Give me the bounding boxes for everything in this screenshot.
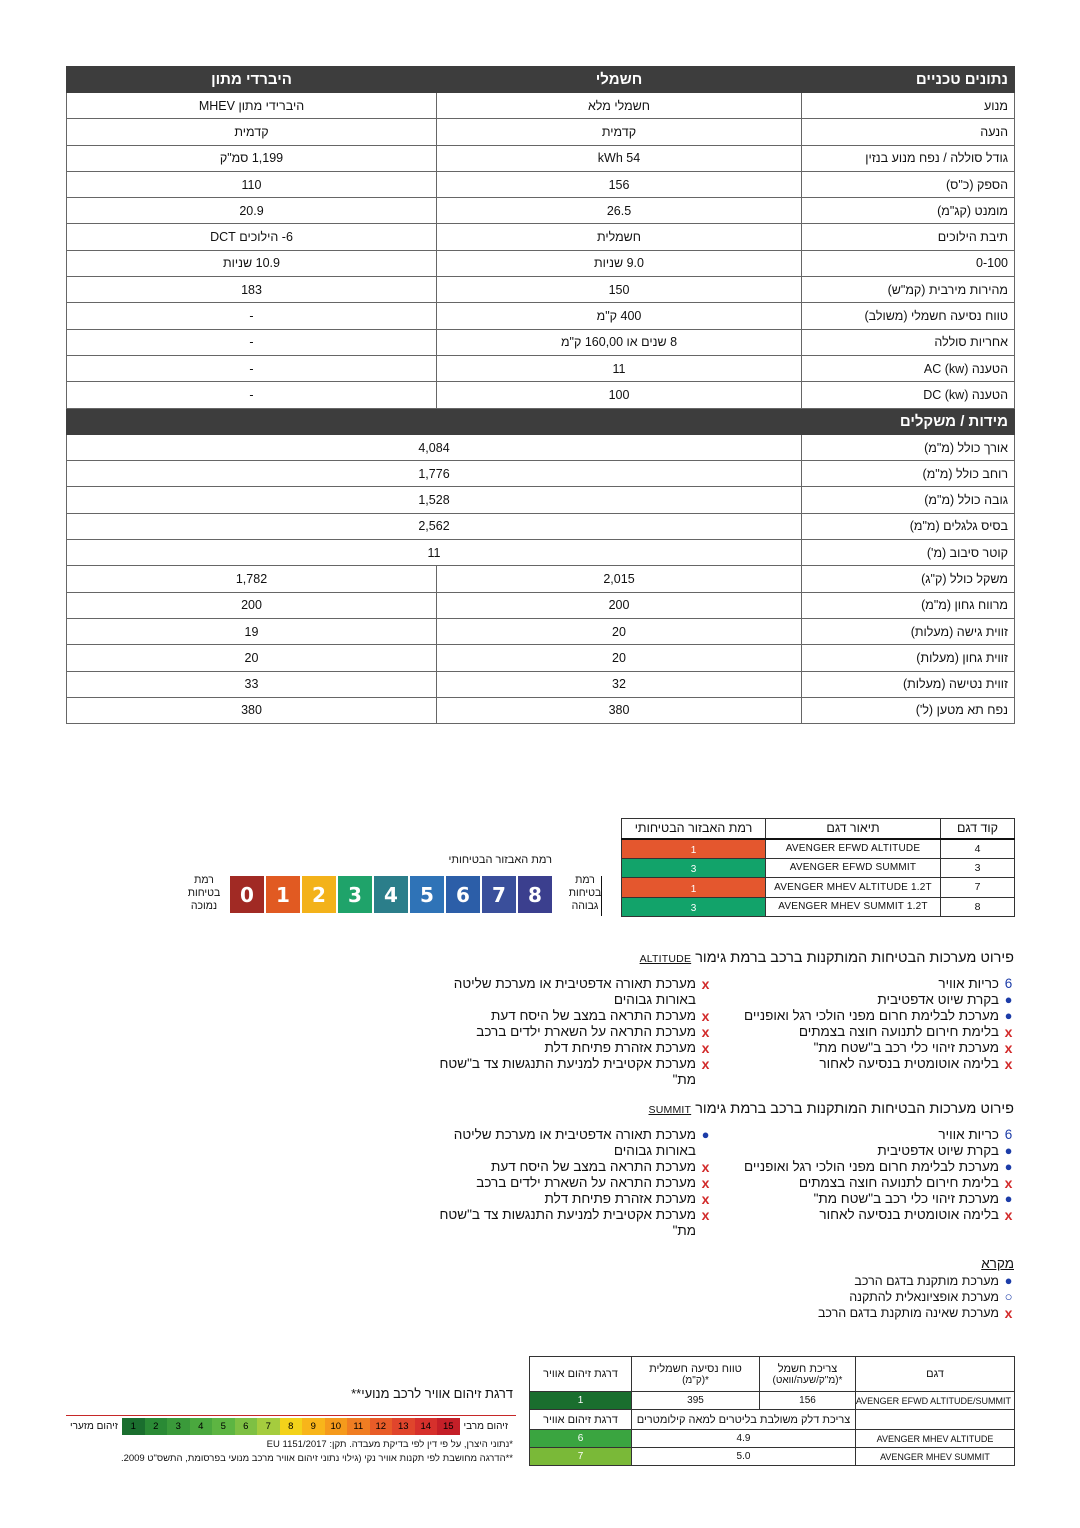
cons-fuel-header-row xyxy=(530,1410,1015,1430)
cons-ev-range: 395 xyxy=(632,1392,760,1410)
cons-header-range-label: טווח נסיעה חשמלית xyxy=(649,1362,742,1375)
spec-header-hybrid: היברדי מתון xyxy=(67,67,437,93)
cons-header-elec-unit: *(מ"ק/שעה/וואט) xyxy=(772,1374,843,1386)
dims-value: 2,562 xyxy=(67,513,802,539)
feature-text: בקרת שיוט אדפטיבית xyxy=(877,992,999,1007)
safety-level-8: 8 xyxy=(518,876,552,913)
model-desc: AVENGER EFWD SUMMIT xyxy=(766,858,941,878)
model-desc-header: תיאור דגם xyxy=(766,819,941,839)
cons-fuel-grade: 7 xyxy=(530,1448,632,1466)
safety-level-4: 4 xyxy=(374,876,408,913)
spec-label: מהירות מירבית (קמ"ש) xyxy=(802,277,1015,303)
spec-row xyxy=(67,250,1015,276)
spec-hybrid-value: 10.9 שניות xyxy=(67,250,437,276)
not-installed-icon: x xyxy=(1004,1024,1013,1040)
feature-item xyxy=(717,1143,1014,1159)
spec-label: מנוע xyxy=(802,93,1015,119)
spec-electric-value: 54 kWh xyxy=(437,145,802,171)
not-installed-icon: x xyxy=(1004,1040,1013,1056)
cons-fuel-row xyxy=(530,1430,1015,1448)
altitude-safety-title xyxy=(420,950,1014,966)
model-code: 4 xyxy=(941,839,1015,859)
model-desc: AVENGER MHEV SUMMIT 1.2T xyxy=(766,897,941,917)
not-installed-icon: x xyxy=(701,1024,710,1040)
model-code: 8 xyxy=(941,897,1015,917)
spec-label: טווח נסיעה חשמלי (משולב) xyxy=(802,303,1015,329)
feature-text: בלימת חירום לתנועה חוצה בצמתים xyxy=(798,1024,999,1039)
spec-label: הספק (כ"ס) xyxy=(802,171,1015,197)
model-desc: AVENGER EFWD ALTITUDE xyxy=(766,839,941,859)
dims-electric-value: 380 xyxy=(437,697,802,723)
legend-title: מקרא xyxy=(981,1256,1014,1271)
feature-item xyxy=(420,1040,711,1056)
spec-label: הטענה AC (kw) xyxy=(802,355,1015,381)
safety-scale-low-label: רמת בטיחות נמוכה xyxy=(187,874,221,912)
dims-label: זווית נטישה (מעלות) xyxy=(802,671,1015,697)
spec-hybrid-value: 6- הילוכים DCT xyxy=(67,224,437,250)
not-installed-icon: x xyxy=(701,1056,710,1072)
cons-ev-cons: 156 xyxy=(760,1392,856,1410)
feature-text: מערכת אופציונאלית להתקנה xyxy=(849,1290,999,1304)
model-safety-level: 3 xyxy=(622,897,766,917)
spec-header-row xyxy=(67,67,1015,93)
cons-fuel-value: 5.0 xyxy=(632,1448,856,1466)
emission-level-12: 12 xyxy=(370,1418,393,1435)
not-installed-icon: x xyxy=(701,1040,710,1056)
cons-header-range-unit: *(ק"מ) xyxy=(682,1374,709,1386)
feature-text: מערכת אקטיבית למניעת התנגשות צד ב"שטח מת" xyxy=(439,1207,696,1238)
safety-level-0: 0 xyxy=(230,876,264,913)
spec-header-electric: חשמלי xyxy=(437,67,802,93)
emissions-cells xyxy=(122,1418,460,1435)
feature-item xyxy=(818,1305,1014,1321)
safety-level-5: 5 xyxy=(410,876,444,913)
emission-level-14: 14 xyxy=(415,1418,438,1435)
dims-header: מידות / משקלים xyxy=(67,408,1015,434)
feature-item xyxy=(717,1159,1014,1175)
spec-hybrid-value: 183 xyxy=(67,277,437,303)
cons-fuel-model: AVENGER MHEV SUMMIT xyxy=(856,1448,1015,1466)
altitude-title-text: פירוט מערכות הבטיחות המותקנות ברכב ברמת גימור xyxy=(695,950,1014,966)
feature-item xyxy=(717,1207,1014,1223)
spec-row xyxy=(67,198,1015,224)
emissions-note-1: *נתוני היצרן, על פי דין לפי בדיקת מעבדה. תקן: EU 1151/2017 xyxy=(266,1439,513,1450)
emission-level-4: 4 xyxy=(190,1418,213,1435)
spec-header-technical: נתונים טכניים xyxy=(802,67,1015,93)
spec-electric-value: קדמית xyxy=(437,119,802,145)
spec-row xyxy=(67,224,1015,250)
spec-electric-value: חשמלי מלא xyxy=(437,93,802,119)
spec-hybrid-value: 1,199 סמ"ק xyxy=(67,145,437,171)
cons-fuel-model: AVENGER MHEV ALTITUDE xyxy=(856,1430,1015,1448)
emissions-low-label: זיהום מזערי xyxy=(70,1420,118,1432)
feature-item xyxy=(420,1056,711,1088)
model-code-header: קוד דגם xyxy=(941,819,1015,839)
model-row xyxy=(622,858,1015,878)
model-code: 7 xyxy=(941,878,1015,898)
feature-item xyxy=(717,1056,1014,1072)
summit-title-text: פירוט מערכות הבטיחות המותקנות ברכב ברמת גימור xyxy=(695,1101,1014,1117)
emissions-title: דרגת זיהום אוויר לרכב מנועי** xyxy=(351,1386,513,1401)
legend-items xyxy=(818,1273,1014,1321)
feature-text: מערכת תאורה אדפטיבית או מערכת שליטה באורות גבוהים xyxy=(453,1127,696,1158)
cons-header-grade: דרגת זיהום אוויר xyxy=(530,1357,632,1392)
model-level-header: רמת האבזור הבטיחותי xyxy=(622,819,766,839)
spec-label: אחריות סוללה xyxy=(802,329,1015,355)
emission-level-5: 5 xyxy=(212,1418,235,1435)
model-code: 3 xyxy=(941,858,1015,878)
dims-electric-value: 32 xyxy=(437,671,802,697)
feature-item xyxy=(420,1008,711,1024)
legend xyxy=(818,1256,1014,1321)
dims-label: מרווח גחון (מ"מ) xyxy=(802,592,1015,618)
altitude-features-col1 xyxy=(717,976,1014,1088)
dims-electric-value: 200 xyxy=(437,592,802,618)
emissions-divider xyxy=(66,1415,516,1416)
spec-row xyxy=(67,303,1015,329)
emission-level-1: 1 xyxy=(122,1418,145,1435)
emissions-note-2: **הדרגה מחושבת לפי תקנות אוויר נקי (גילוי נתוני זיהום אוויר מרכב מנועי בפרסומת, התשס"ט 2009. xyxy=(120,1453,513,1464)
installed-icon: ● xyxy=(1004,1159,1013,1174)
not-installed-icon: x xyxy=(701,1191,710,1207)
dims-value: 1,528 xyxy=(67,487,802,513)
not-installed-icon: x xyxy=(701,1008,710,1024)
dims-hybrid-value: 19 xyxy=(67,618,437,644)
cons-ev-row xyxy=(530,1392,1015,1410)
not-installed-icon: x xyxy=(1004,1207,1013,1223)
spec-row xyxy=(67,119,1015,145)
emission-level-7: 7 xyxy=(257,1418,280,1435)
emission-level-11: 11 xyxy=(347,1418,370,1435)
spec-table xyxy=(66,66,1015,724)
emission-level-10: 10 xyxy=(325,1418,348,1435)
spec-electric-value: 156 xyxy=(437,171,802,197)
dims-hybrid-value: 1,782 xyxy=(67,566,437,592)
not-installed-icon: x xyxy=(701,1159,710,1175)
cons-header-model: דגם xyxy=(856,1357,1015,1392)
feature-text: כריות אוויר xyxy=(938,1127,999,1142)
consumption-table xyxy=(529,1356,1015,1466)
dims-value: 11 xyxy=(67,540,802,566)
safety-level-1: 1 xyxy=(266,876,300,913)
feature-text: בקרת שיוט אדפטיבית xyxy=(877,1143,999,1158)
dims-label: קוטר סיבוב (מ') xyxy=(802,540,1015,566)
dims-row xyxy=(67,566,1015,592)
not-installed-icon: x xyxy=(701,1207,710,1223)
dims-label: משקל כולל (ק"ג) xyxy=(802,566,1015,592)
spec-row xyxy=(67,171,1015,197)
model-safety-level: 3 xyxy=(622,858,766,878)
altitude-safety-section xyxy=(420,950,1014,1088)
spec-label: הנעה xyxy=(802,119,1015,145)
feature-item xyxy=(818,1273,1014,1289)
cons-fuel-row xyxy=(530,1448,1015,1466)
dims-label: בסיס גלגלים (מ"מ) xyxy=(802,513,1015,539)
spec-hybrid-value: קדמית xyxy=(67,119,437,145)
installed-icon: ○ xyxy=(1004,1289,1013,1304)
feature-item xyxy=(420,1191,711,1207)
altitude-trim-label: ALTITUDE xyxy=(639,953,692,965)
feature-item xyxy=(818,1289,1014,1305)
feature-text: מערכת לבלימת חרום מפני הולכי רגל ואופניים xyxy=(744,1159,999,1174)
dims-label: אורך כולל (מ"מ) xyxy=(802,434,1015,460)
model-safety-level: 1 xyxy=(622,878,766,898)
summit-safety-title xyxy=(420,1101,1014,1117)
dims-label: נפח תא מטען (ל') xyxy=(802,697,1015,723)
model-safety-level: 1 xyxy=(622,839,766,859)
feature-item xyxy=(420,1024,711,1040)
cons-fuel-header-blank xyxy=(856,1410,1015,1430)
dims-label: רוחב כולל (מ"מ) xyxy=(802,461,1015,487)
spec-electric-value: חשמלית xyxy=(437,224,802,250)
emission-level-8: 8 xyxy=(280,1418,303,1435)
model-row xyxy=(622,878,1015,898)
spec-label: הטענה DC (kw) xyxy=(802,382,1015,408)
safety-scale-divider xyxy=(601,876,602,916)
spec-electric-value: 26.5 xyxy=(437,198,802,224)
feature-item xyxy=(717,1024,1014,1040)
feature-item xyxy=(420,976,711,1008)
safety-scale-title: רמת האבזור הבטיחותי xyxy=(448,854,552,866)
spec-hybrid-value: - xyxy=(67,303,437,329)
dims-electric-value: 20 xyxy=(437,618,802,644)
feature-text: מערכת אזהרת פתיחת דלת xyxy=(544,1040,696,1055)
safety-level-7: 7 xyxy=(482,876,516,913)
spec-row xyxy=(67,355,1015,381)
cons-fuel-value: 4.9 xyxy=(632,1430,856,1448)
feature-text: מערכת התראה במצב של היסח דעת xyxy=(491,1159,696,1174)
emission-level-9: 9 xyxy=(302,1418,325,1435)
spec-row xyxy=(67,93,1015,119)
feature-item xyxy=(717,1040,1014,1056)
feature-item xyxy=(420,1159,711,1175)
feature-text: מערכת זיהוי כלי רכב ב"שטח מת" xyxy=(813,1191,999,1206)
dims-value: 4,084 xyxy=(67,434,802,460)
not-installed-icon: x xyxy=(1004,1175,1013,1191)
spec-hybrid-value: 20.9 xyxy=(67,198,437,224)
cons-fuel-grade-header: דרגת זיהום אוויר xyxy=(530,1410,632,1430)
dims-row xyxy=(67,671,1015,697)
spec-label: מומנט (קג"מ) xyxy=(802,198,1015,224)
emission-level-2: 2 xyxy=(145,1418,168,1435)
spec-electric-value: 100 xyxy=(437,382,802,408)
dims-label: זווית גחון (מעלות) xyxy=(802,645,1015,671)
spec-label: גודל סוללה / נפח מנוע בנזין xyxy=(802,145,1015,171)
feature-text: מערכת זיהוי כלי רכב ב"שטח מת" xyxy=(813,1040,999,1055)
spec-hybrid-value: היברידי מתון MHEV xyxy=(67,93,437,119)
model-safety-table xyxy=(621,818,1015,917)
feature-text: מערכת שאינה מותקנת בדגם הרכב xyxy=(817,1306,999,1320)
cons-fuel-header: צריכת דלק משולבת בליטרים למאה קילומטרים xyxy=(632,1410,856,1430)
spec-label: תיבת הילוכים xyxy=(802,224,1015,250)
dims-header-row xyxy=(67,408,1015,434)
summit-safety-section xyxy=(420,1101,1014,1239)
dims-hybrid-value: 200 xyxy=(67,592,437,618)
feature-text: כריות אוויר xyxy=(938,976,999,991)
summit-trim-label: SUMMIT xyxy=(648,1104,692,1116)
emission-level-6: 6 xyxy=(235,1418,258,1435)
spec-row xyxy=(67,382,1015,408)
dims-value: 1,776 xyxy=(67,461,802,487)
spec-row xyxy=(67,145,1015,171)
cons-header-range xyxy=(632,1357,760,1392)
feature-text: בלימה אוטומטית בנסיעה לאחור xyxy=(819,1056,999,1071)
summit-features-col2 xyxy=(420,1127,717,1239)
dims-hybrid-value: 33 xyxy=(67,671,437,697)
spec-label: 0-100 xyxy=(802,250,1015,276)
cons-header-elec xyxy=(760,1357,856,1392)
spec-row xyxy=(67,277,1015,303)
dims-label: גובה כולל (מ"מ) xyxy=(802,487,1015,513)
dims-hybrid-value: 20 xyxy=(67,645,437,671)
summit-features-col1 xyxy=(717,1127,1014,1239)
safety-scale-bar xyxy=(230,876,552,913)
cons-ev-grade: 1 xyxy=(530,1392,632,1410)
installed-icon: ● xyxy=(1004,1143,1013,1158)
safety-level-scale xyxy=(180,855,600,923)
dims-label: זווית גישה (מעלות) xyxy=(802,618,1015,644)
feature-item xyxy=(717,992,1014,1008)
feature-text: מערכת התראה במצב של היסח דעת xyxy=(491,1008,696,1023)
installed-icon: ● xyxy=(1004,1008,1013,1023)
spec-electric-value: 400 ק"מ xyxy=(437,303,802,329)
dims-row xyxy=(67,487,1015,513)
feature-text: בלימה אוטומטית בנסיעה לאחור xyxy=(819,1207,999,1222)
spec-electric-value: 11 xyxy=(437,355,802,381)
emissions-row xyxy=(66,1417,516,1435)
dims-row xyxy=(67,618,1015,644)
feature-text: מערכת מותקנת בדגם הרכב xyxy=(854,1274,999,1288)
feature-item xyxy=(717,976,1014,992)
feature-text: מערכת אקטיבית למניעת התנגשות צד ב"שטח מת" xyxy=(439,1056,696,1087)
feature-item xyxy=(420,1207,711,1239)
feature-item xyxy=(717,1175,1014,1191)
consumption-header-row xyxy=(530,1357,1015,1392)
installed-icon: ● xyxy=(1004,992,1013,1007)
feature-text: מערכת אזהרת פתיחת דלת xyxy=(544,1191,696,1206)
cons-ev-model: AVENGER EFWD ALTITUDE/SUMMIT xyxy=(856,1392,1015,1410)
feature-item xyxy=(717,1127,1014,1143)
not-installed-icon: x xyxy=(701,1175,710,1191)
not-installed-icon: x xyxy=(1004,1056,1013,1072)
cons-fuel-grade: 6 xyxy=(530,1430,632,1448)
dims-row xyxy=(67,461,1015,487)
spec-row xyxy=(67,329,1015,355)
emission-level-13: 13 xyxy=(392,1418,415,1435)
not-installed-icon: x xyxy=(701,976,710,992)
model-desc: AVENGER MHEV ALTITUDE 1.2T xyxy=(766,878,941,898)
feature-item xyxy=(717,1191,1014,1207)
spec-electric-value: 8 שנים או 160,00 ק"מ xyxy=(437,329,802,355)
altitude-features-col2 xyxy=(420,976,717,1088)
safety-level-3: 3 xyxy=(338,876,372,913)
dims-row xyxy=(67,645,1015,671)
dims-row xyxy=(67,434,1015,460)
dims-electric-value: 2,015 xyxy=(437,566,802,592)
feature-text: מערכת לבלימת חרום מפני הולכי רגל ואופניים xyxy=(744,1008,999,1023)
cons-header-elec-label: צריכת חשמל xyxy=(777,1362,838,1375)
spec-electric-value: 150 xyxy=(437,277,802,303)
dims-row xyxy=(67,513,1015,539)
feature-text: בלימת חירום לתנועה חוצה בצמתים xyxy=(798,1175,999,1190)
emissions-high-label: זיהום מרבי xyxy=(463,1420,509,1432)
model-row xyxy=(622,839,1015,859)
dims-row xyxy=(67,697,1015,723)
spec-electric-value: 9.0 שניות xyxy=(437,250,802,276)
not-installed-icon: x xyxy=(1004,1305,1013,1321)
spec-hybrid-value: - xyxy=(67,355,437,381)
dims-row xyxy=(67,592,1015,618)
spec-hybrid-value: - xyxy=(67,329,437,355)
installed-icon: ● xyxy=(1004,1273,1013,1288)
dims-electric-value: 20 xyxy=(437,645,802,671)
feature-text: מערכת התראה על השארת ילדים ברכב xyxy=(476,1024,696,1039)
safety-scale-high-label: רמת בטיחות גבוהה xyxy=(568,874,602,912)
emission-level-3: 3 xyxy=(167,1418,190,1435)
feature-item xyxy=(420,1175,711,1191)
feature-text: מערכת התראה על השארת ילדים ברכב xyxy=(476,1175,696,1190)
model-row xyxy=(622,897,1015,917)
airbag-count: 6 xyxy=(1004,1127,1013,1142)
feature-item xyxy=(717,1008,1014,1024)
installed-icon: ● xyxy=(701,1127,710,1142)
safety-level-2: 2 xyxy=(302,876,336,913)
spec-hybrid-value: - xyxy=(67,382,437,408)
dims-hybrid-value: 380 xyxy=(67,697,437,723)
feature-text: מערכת תאורה אדפטיבית או מערכת שליטה באורות גבוהים xyxy=(453,976,696,1007)
emissions-scale xyxy=(66,1386,516,1464)
installed-icon: ● xyxy=(1004,1191,1013,1206)
model-table-header xyxy=(622,819,1015,839)
emission-level-15: 15 xyxy=(437,1418,460,1435)
safety-level-6: 6 xyxy=(446,876,480,913)
dims-row xyxy=(67,540,1015,566)
spec-hybrid-value: 110 xyxy=(67,171,437,197)
feature-item xyxy=(420,1127,711,1159)
airbag-count: 6 xyxy=(1004,976,1013,991)
